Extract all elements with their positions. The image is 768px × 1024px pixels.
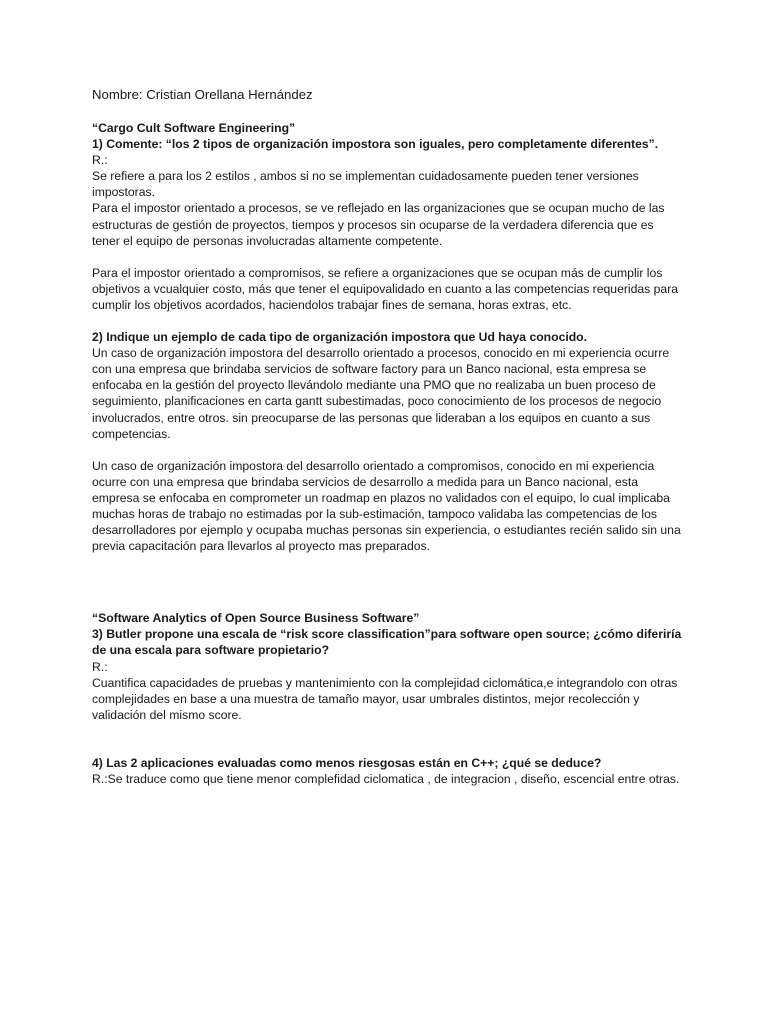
spacer [92,313,682,329]
spacer [92,442,682,458]
question-3: 3) Butler propone una escala de “risk score classification”para software open source; ¿cómo diferiría de una escala para software propietario? [92,627,682,658]
answer-2-paragraph-2: Un caso de organización impostora del desarrollo orientado a compromisos, conocido en mi experiencia ocurre con una empresa que brindaba servicios de desarrollo a medida para un Banco nacional, esta empresa se enfocaba en comprometer un roadmap en plazos no validados con el equipo, lo cual implicaba muchas horas de trabajo no estimadas por la sub-estimación, tampoco validaba las competencias de los desarrolladores por ejemplo y ocupaba muchas personas sin experiencia, o estudiantes recién salido sin una previa capacitación para llevarlos al proyecto mas preparados. [92,458,681,554]
question-2: 2) Indique un ejemplo de cada tipo de organización impostora que Ud haya conocido. [92,330,588,345]
answer-1-label: R.: [92,153,108,168]
answer-3-paragraph-1: Cuantifica capacidades de pruebas y mantenimiento con la complejidad ciclomática,e integrandolo con otras complejidades en base a una muestra de tamaño mayor, usar umbrales distintos, mejor recolección y validación del mismo score. [92,675,678,722]
answer-3-label: R.: [92,659,108,674]
section1-title: “Cargo Cult Software Engineering” [92,121,296,135]
question-4: 4) Las 2 aplicaciones evaluadas como menos riesgosas están en C++; ¿qué se deduce? [92,755,602,770]
section2-title: “Software Analytics of Open Source Business Software” [92,611,420,626]
document-page [92,86,682,787]
question-1: 1) Comente: “los 2 tipos de organización impostora son iguales, pero completamente diferentes”. [92,137,659,152]
spacer [92,554,682,610]
answer-4: R.:Se traduce como que tiene menor complefidad ciclomatica , de integracion , diseño, escencial entre otras. [92,772,680,786]
author-name: Nombre: Cristian Orellana Hernández [92,87,313,102]
answer-1-paragraph-1: Se refiere a para los 2 estilos , ambos si no se implementan cuidadosamente pueden tener versiones impostoras. [92,169,639,200]
spacer [92,249,682,265]
answer-1-paragraph-3: Para el impostor orientado a compromisos, se refiere a organizaciones que se ocupan más de cumplir los objetivos a vcualquier costo, más que tener el equipovalidado en cuanto a las competencias requeridas para cumplir los objetivos acordados, haciendolos trabajar fines de semana, horas extras, etc. [92,265,679,312]
spacer [92,723,682,755]
answer-2-paragraph-1: Un caso de organización impostora del desarrollo orientado a procesos, conocido en mi experiencia ocurre con una empresa que brindaba servicios de software factory para un Banco nacional, esta empresa se enfocaba en la gestión del proyecto llevándolo mediante una PMO que no realizaba un buen proceso de seguimiento, planificaciones en carta gantt subestimadas, poco conocimiento de los procesos de negocio involucrados, entre otros. sin preocuparse de las personas que lideraban a los equipos en cuanto a sus competencias. [92,346,670,441]
answer-1-paragraph-2: Para el impostor orientado a procesos, se ve reflejado en las organizaciones que se ocupan mucho de las estructuras de gestión de proyectos, tiempos y procesos sin ocuparse de la verdadera diferencia que es tener el equipo de personas involucradas altamente competente. [92,201,665,248]
